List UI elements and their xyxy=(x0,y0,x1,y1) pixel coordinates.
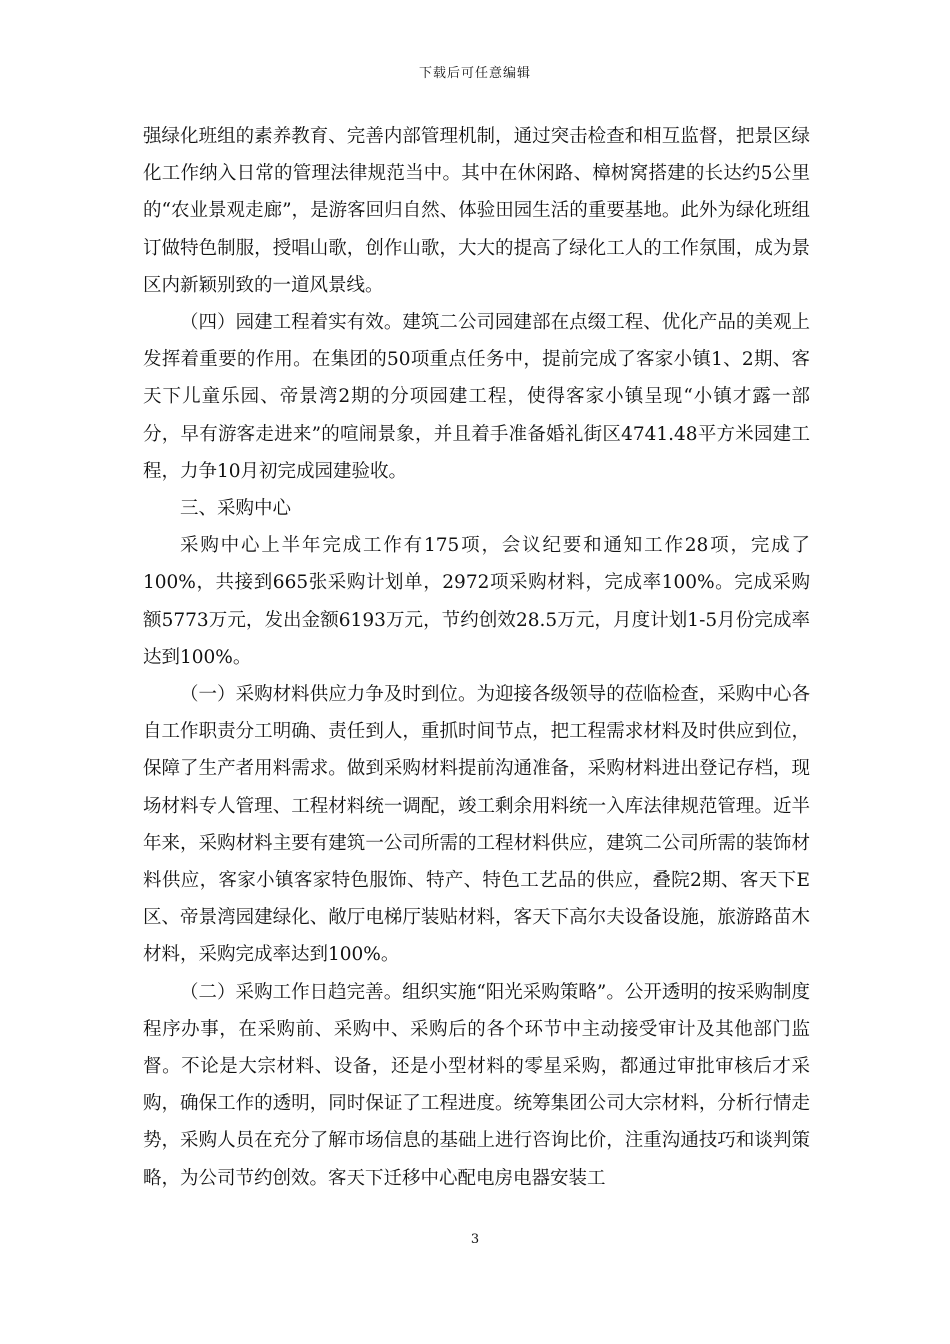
paragraph-greening-team: 强绿化班组的素养教育、完善内部管理机制，通过突击检查和相互监督，把景区绿化工作纳入日常的管理法律规范当中。其中在休闲路、樟树窝搭建的长达约5公里的“农业景观走廊”，是游客回归自然、体验田园生活的重要基地。此外为绿化班组订做特色制服，授唱山歌，创作山歌，大大的提高了绿化工人的工作氛围，成为景区内新颖别致的一道风景线。 xyxy=(143,126,810,296)
paragraph-material-supply: （一）采购材料供应力争及时到位。为迎接各级领导的莅临检查，采购中心各自工作职责分工明确、责任到人，重抓时间节点，把工程需求材料及时供应到位，保障了生产者用料需求。做到采购材料提前沟通准备，采购材料进出登记存档，现场材料专人管理、工程材料统一调配，竣工剩余用料统一入库法律规范管理。近半年来，采购材料主要有建筑一公司所需的工程材料供应，建筑二公司所需的装饰材料供应，客家小镇客家特色服饰、特产、特色工艺品的供应，叠院2期、客天下E区、帝景湾园建绿化、敞厅电梯厅装贴材料，客天下高尔夫设备设施，旅游路苗木材料，采购完成率达到100%。 xyxy=(143,684,810,966)
page-header: 下载后可任意编辑 xyxy=(418,66,531,81)
paragraph-purchasing-improvement: （二）采购工作日趋完善。组织实施“阳光采购策略”。公开透明的按采购制度程序办事，在采购前、采购中、采购后的各个环节中主动接受审计及其他部门监督。不论是大宗材料、设备，还是小型材料的零星采购，都通过审批审核后才采购，确保工作的透明，同时保证了工程进度。统筹集团公司大宗材料，分析行情走势，采购人员在充分了解市场信息的基础上进行咨询比价，注重沟通技巧和谈判策略，为公司节约创效。客天下迁移中心配电房电器安装工 xyxy=(143,981,810,1189)
paragraph-landscape-engineering: （四）园建工程着实有效。建筑二公司园建部在点缀工程、优化产品的美观上发挥着重要的作用。在集团的50项重点任务中，提前完成了客家小镇1、2期、客天下儿童乐园、帝景湾2期的分项园建工程，使得客家小镇呈现“小镇才露一部分，早有游客走进来”的喧闹景象，并且着手准备婚礼街区4741.48平方米园建工程，力争10月初完成园建验收。 xyxy=(143,312,810,482)
document-body xyxy=(143,118,810,1197)
paragraph-purchasing-summary: 采购中心上半年完成工作有175项，会议纪要和通知工作28项，完成了100%，共接到665张采购计划单，2972项采购材料，完成率100%。完成采购额5773万元，发出金额6193万元，节约创效28.5万元，月度计划1-5月份完成率达到100%。 xyxy=(143,535,810,668)
section-heading-purchasing-center: 三、采购中心 xyxy=(180,498,292,520)
page-number: 3 xyxy=(470,1232,480,1247)
